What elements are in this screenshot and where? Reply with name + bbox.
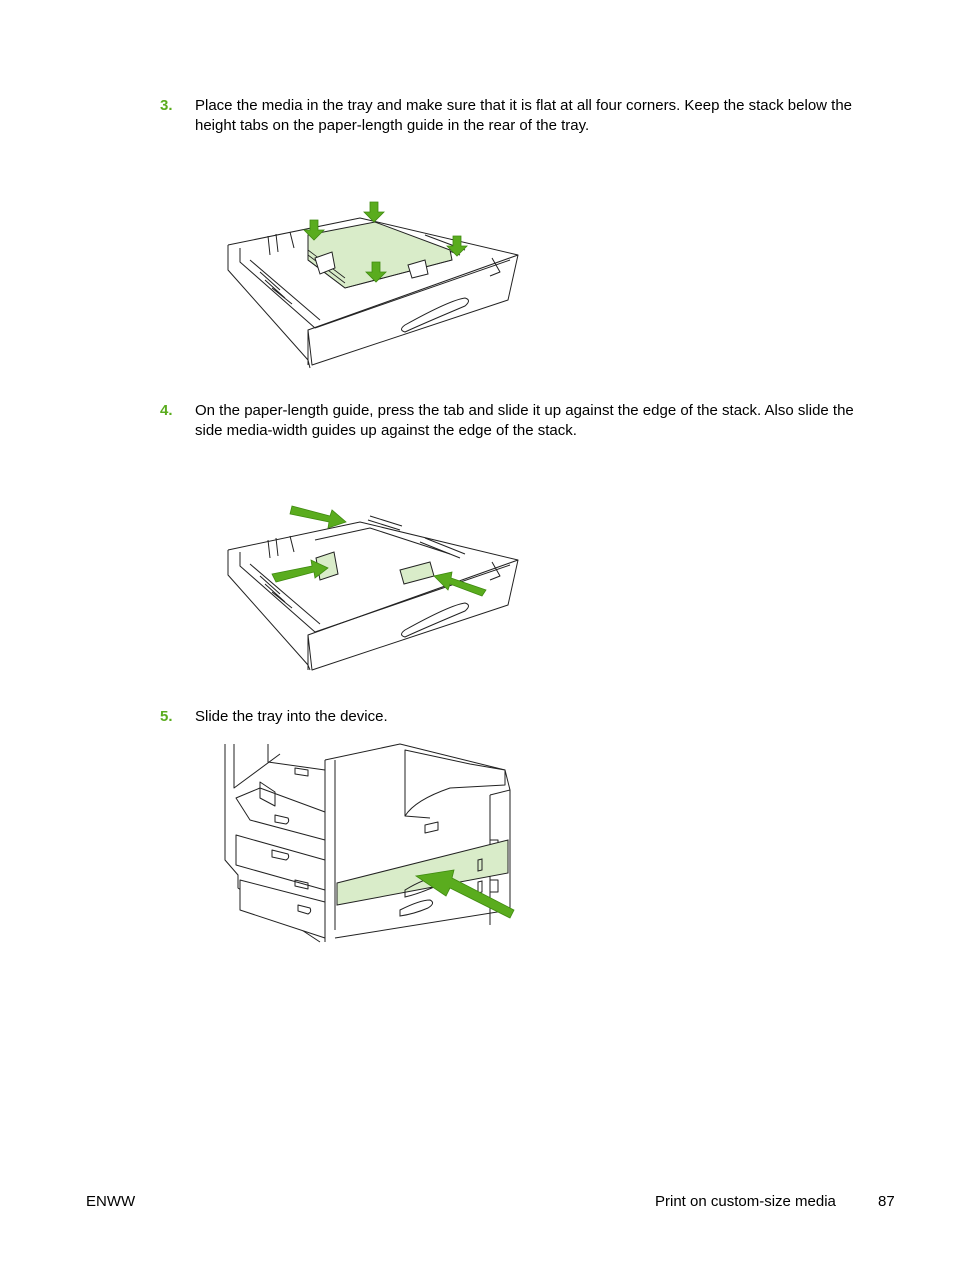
- step-text: Place the media in the tray and make sure that it is flat at all four corners. Keep the stack below the height tabs on the paper-length guide in the rear of the tray.: [195, 97, 853, 134]
- tray-load-media-illustration: [220, 200, 525, 370]
- step-number: 4.: [160, 402, 173, 419]
- page-number: 87: [878, 1193, 895, 1210]
- footer-section-title: Print on custom-size media: [655, 1193, 836, 1210]
- push-arrow-icon: [272, 506, 486, 596]
- step-text: Slide the tray into the device.: [195, 708, 388, 725]
- footer-left: ENWW: [86, 1193, 136, 1210]
- step-text: On the paper-length guide, press the tab and slide it up against the edge of the stack. Also slide the side media-width guides up against the edge of the stack.: [195, 402, 854, 439]
- step-number: 5.: [160, 708, 173, 725]
- media-width-guide: [400, 562, 434, 584]
- tray-adjust-guides-illustration: [220, 500, 525, 672]
- step-number: 3.: [160, 97, 173, 114]
- device-insert-tray-illustration: [220, 740, 515, 948]
